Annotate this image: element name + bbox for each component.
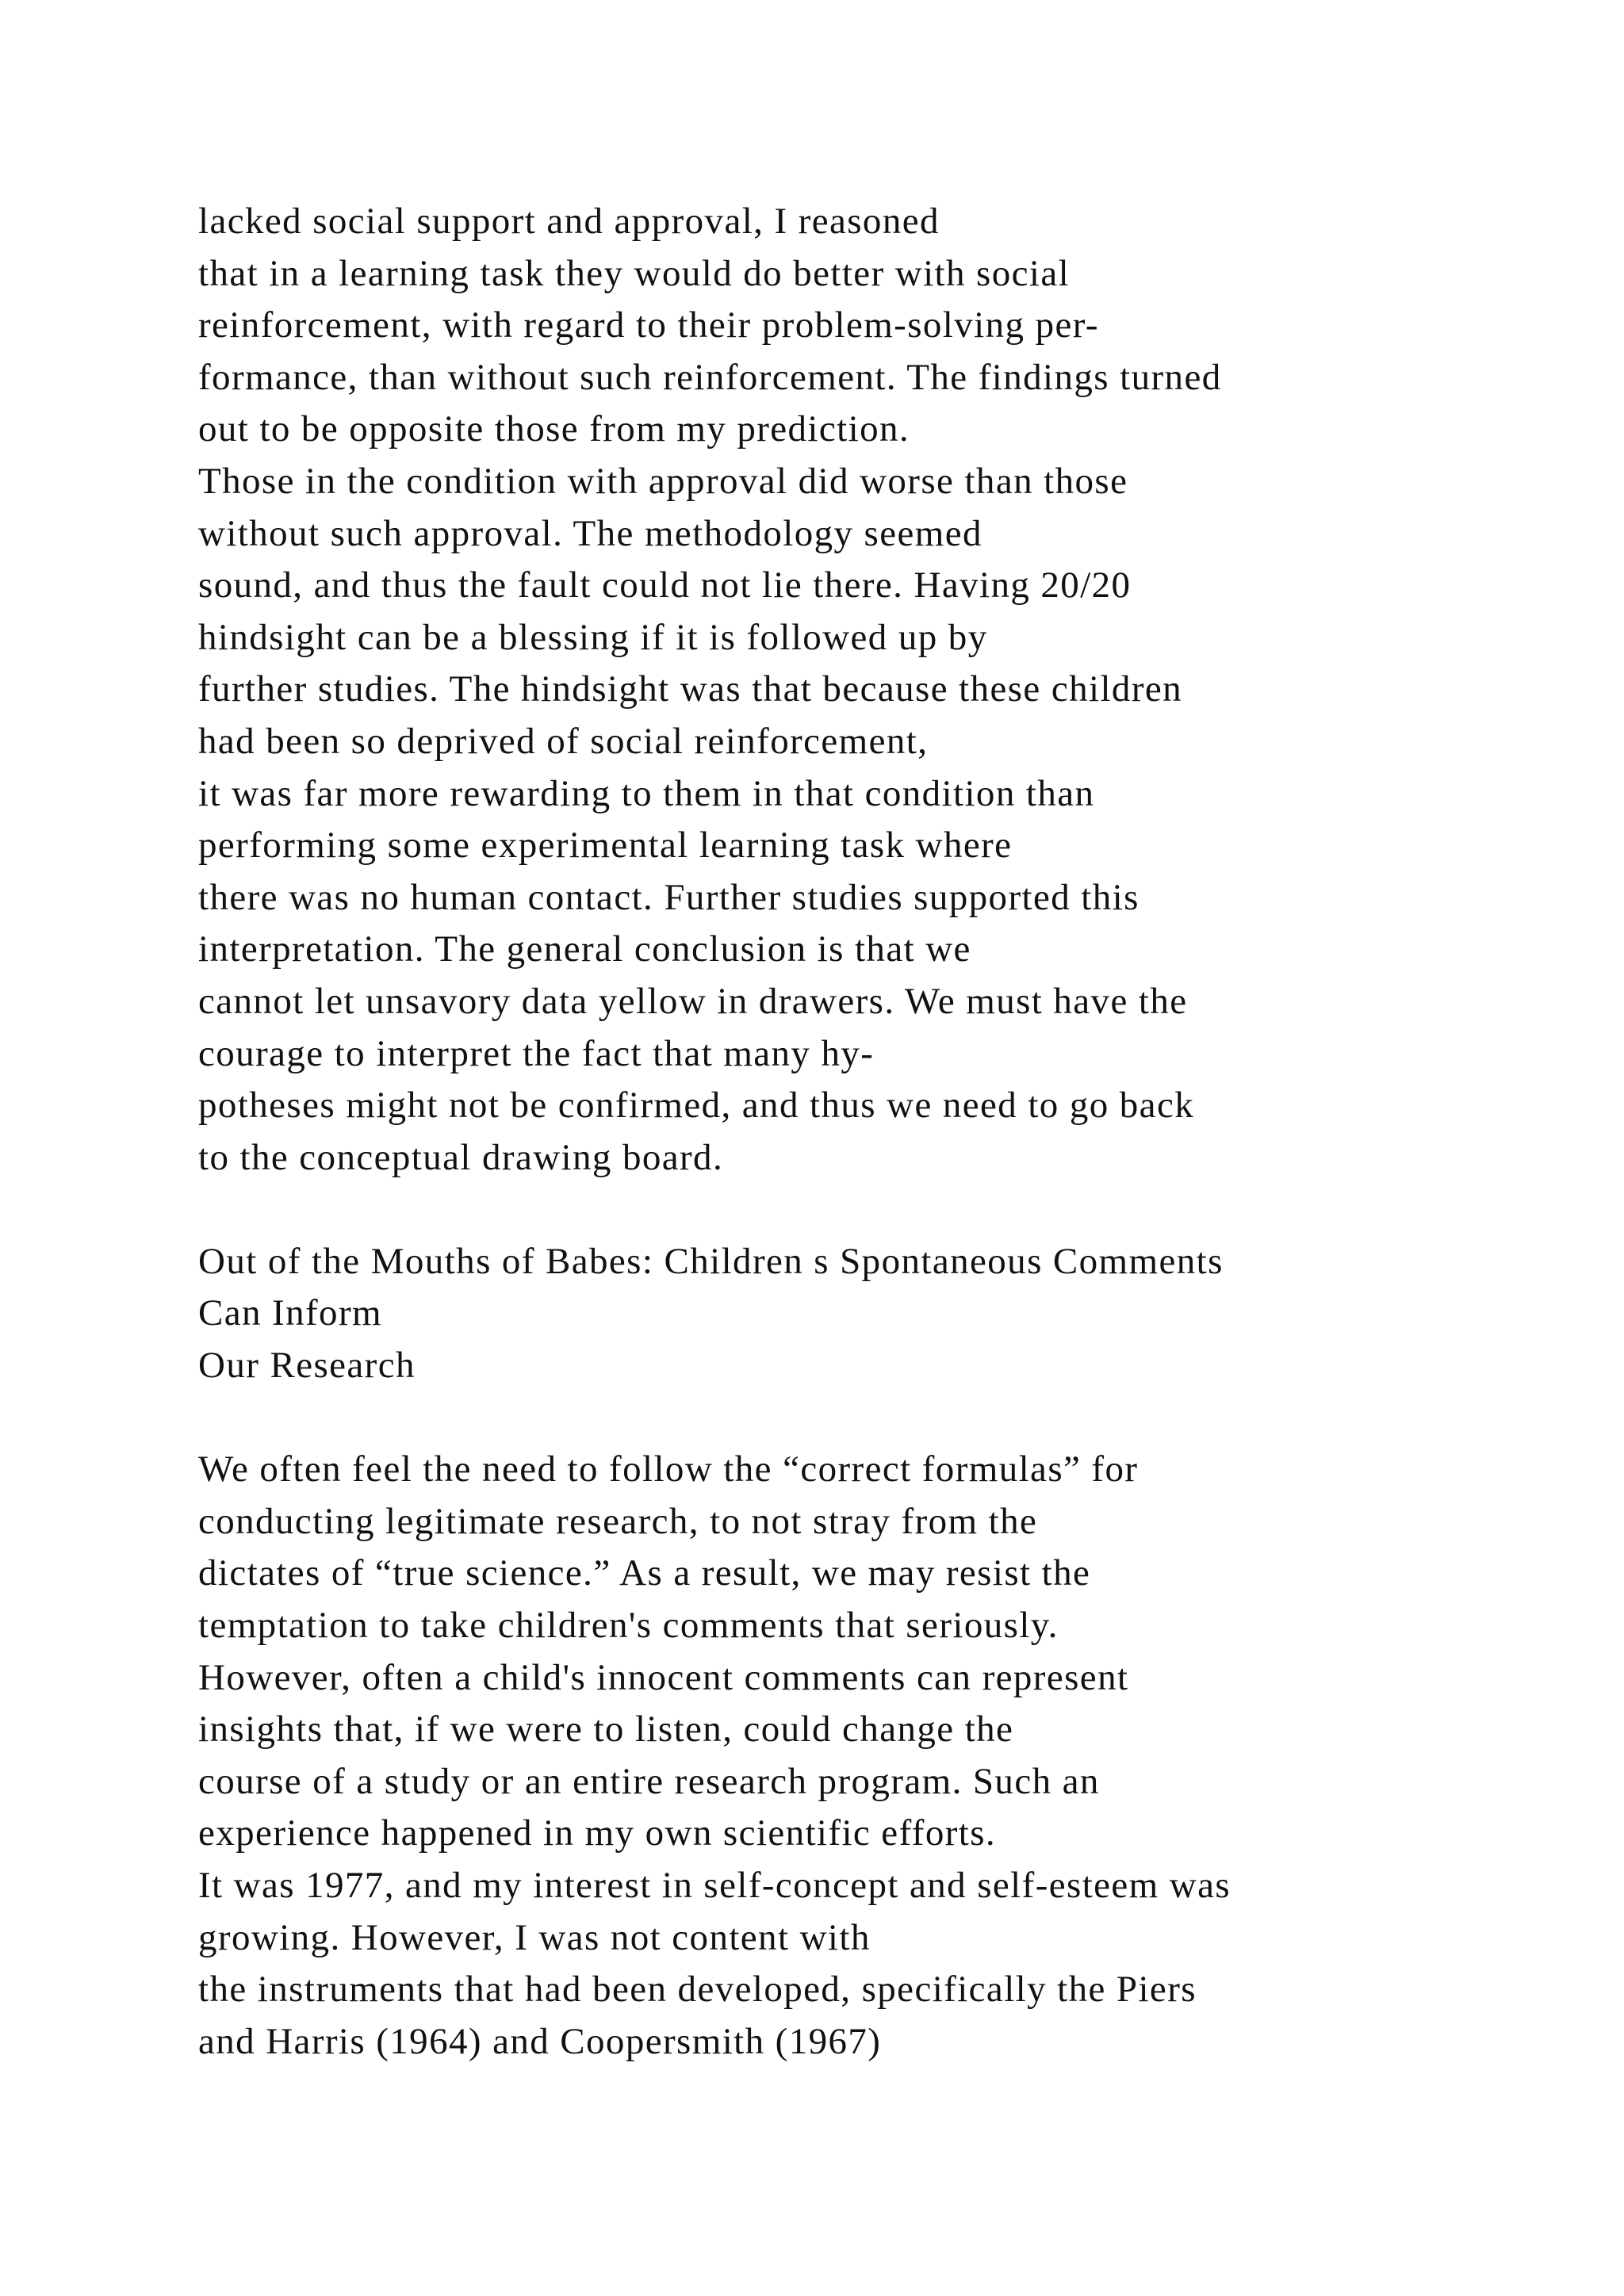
paragraph-2 <box>198 1444 1546 2068</box>
heading-line: Can Inform <box>198 1292 382 1334</box>
text-line: cannot let unsavory data yellow in drawers. We must have the <box>198 980 1188 1022</box>
text-line: It was 1977, and my interest in self-concept and self-esteem was <box>198 1865 1231 1906</box>
paragraph-spacer <box>198 1392 1546 1445</box>
text-line: We often feel the need to follow the “correct formulas” for <box>198 1448 1139 1490</box>
heading-line: Out of the Mouths of Babes: Children s Spontaneous Comments <box>198 1240 1224 1282</box>
paragraph-spacer <box>198 1184 1546 1236</box>
text-line: there was no human contact. Further studies supported this <box>198 876 1139 918</box>
text-line: that in a learning task they would do better with social <box>198 252 1071 294</box>
text-line: interpretation. The general conclusion is that we <box>198 928 971 970</box>
text-line: the instruments that had been developed, specifically the Piers <box>198 1969 1197 2011</box>
heading-line: Our Research <box>198 1345 416 1387</box>
text-line: Those in the condition with approval did worse than those <box>198 460 1128 502</box>
text-line: performing some experimental learning task where <box>198 825 1013 867</box>
text-line: courage to interpret the fact that many hy- <box>198 1032 875 1074</box>
text-line: lacked social support and approval, I reasoned <box>198 201 940 242</box>
paragraph-1 <box>198 196 1546 1184</box>
text-line: conducting legitimate research, to not stray from the <box>198 1500 1038 1542</box>
text-line: temptation to take children's comments that seriously. <box>198 1605 1059 1647</box>
text-line: formance, than without such reinforcement. The findings turned <box>198 356 1222 398</box>
text-line: had been so deprived of social reinforcement, <box>198 720 929 762</box>
text-line: without such approval. The methodology seemed <box>198 512 982 554</box>
document-page <box>198 196 1546 2068</box>
text-line: sound, and thus the fault could not lie there. Having 20/20 <box>198 564 1132 607</box>
text-line: out to be opposite those from my prediction. <box>198 408 910 450</box>
text-line: growing. However, I was not content with <box>198 1916 871 1958</box>
text-line: insights that, if we were to listen, could change the <box>198 1709 1014 1751</box>
text-line: course of a study or an entire research program. Such an <box>198 1760 1100 1802</box>
text-line: potheses might not be confirmed, and thus we need to go back <box>198 1085 1195 1127</box>
text-line: and Harris (1964) and Coopersmith (1967) <box>198 2020 882 2062</box>
text-line: further studies. The hindsight was that because these children <box>198 668 1183 710</box>
text-line: experience happened in my own scientific efforts. <box>198 1812 997 1854</box>
text-line: to the conceptual drawing board. <box>198 1136 724 1178</box>
text-line: However, often a child's innocent comments can represent <box>198 1656 1129 1698</box>
section-heading <box>198 1236 1546 1392</box>
text-line: hindsight can be a blessing if it is followed up by <box>198 616 988 658</box>
text-line: dictates of “true science.” As a result, we may resist the <box>198 1552 1091 1594</box>
text-line: reinforcement, with regard to their problem-solving per- <box>198 304 1099 346</box>
text-line: it was far more rewarding to them in that condition than <box>198 772 1095 814</box>
